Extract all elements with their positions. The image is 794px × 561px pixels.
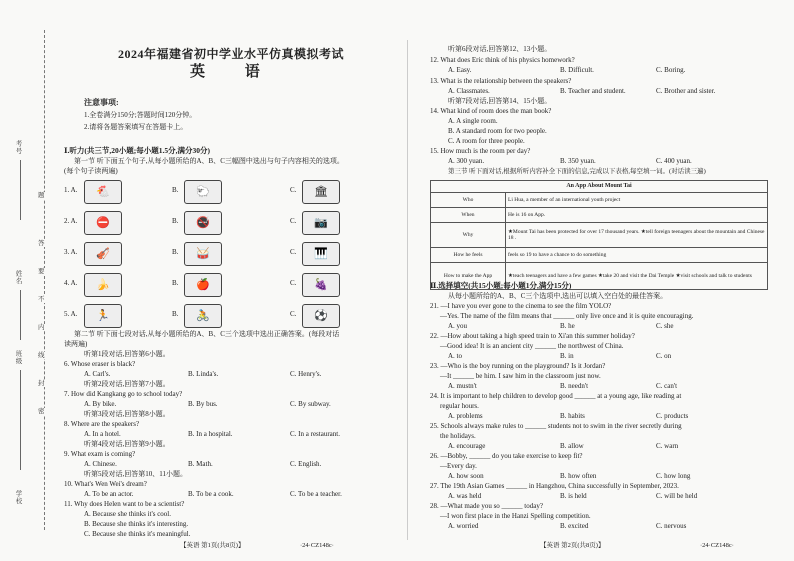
option[interactable]: C. warn xyxy=(656,442,679,450)
option[interactable]: B. Linda's. xyxy=(188,370,219,378)
question: 14. What kind of room does the man book? xyxy=(430,107,552,115)
part1-heading: Ⅰ.听力(共三节,20小题;每小题1.5分,满分30分) xyxy=(64,146,211,155)
listen-instruction: 听第3段对话,回答第8小题。 xyxy=(84,410,170,418)
question: regular hours. xyxy=(440,402,479,410)
option[interactable]: C. will be held xyxy=(656,492,698,500)
picture-option[interactable]: ⛔ xyxy=(84,211,122,235)
school-label: 学校 xyxy=(14,490,22,505)
picture-option-label: B. xyxy=(172,186,179,194)
info-table xyxy=(430,180,768,290)
class-line xyxy=(20,370,22,470)
page-divider xyxy=(407,40,408,540)
option[interactable]: C. how long xyxy=(656,472,691,480)
seal-char: 不 xyxy=(38,296,45,303)
question: —Good idea! It is an ancient city ______ the northwest of China. xyxy=(440,342,624,350)
picture-option-label: B. xyxy=(172,279,179,287)
picture-option-label: C. xyxy=(290,217,297,225)
notes-heading: 注意事项: xyxy=(84,98,119,107)
option[interactable]: C. 400 yuan. xyxy=(656,157,692,165)
picture-option[interactable]: 🐔 xyxy=(84,180,122,204)
table-value: Li Hua, a member of an international youth project xyxy=(506,192,768,207)
picture-option[interactable]: 🥁 xyxy=(184,242,222,266)
picture-option[interactable]: 🍌 xyxy=(84,273,122,297)
question: 9. What exam is coming? xyxy=(64,450,136,458)
part2-instruction: 从每小题所给的A、B、C三个选项中,选出可以填入空白处的最佳答案。 xyxy=(448,292,668,300)
picture-question-number: 5. A. xyxy=(64,310,78,318)
table-row xyxy=(431,192,768,207)
question: 24. It is important to help children to develop good ______ at a young age, like reading at xyxy=(430,392,682,400)
picture-question-number: 1. A. xyxy=(64,186,78,194)
picture-option[interactable]: 🐑 xyxy=(184,180,222,204)
table-value[interactable]: feels so 19 to have a chance to do something xyxy=(506,247,768,262)
seal-char: 封 xyxy=(38,380,45,387)
page-footer: 【英语 第1页(共8页)】 xyxy=(180,542,245,549)
question: 25. Schools always make rules to ______ students not to swim in the river secretly during xyxy=(430,422,682,430)
listen-instruction: 听第4段对话,回答第9小题。 xyxy=(84,440,170,448)
question: 27. The 19th Asian Games ______ in Hangzhou, China successfully in September, 2023. xyxy=(430,482,679,490)
picture-question-number: 3. A. xyxy=(64,248,78,256)
option[interactable]: A. In a hotel. xyxy=(84,430,121,438)
picture-option[interactable]: 🏃 xyxy=(84,304,122,328)
question: 11. Why does Helen want to be a scientist? xyxy=(64,500,185,508)
picture-option[interactable]: 🎹 xyxy=(302,242,340,266)
option[interactable]: B. is held xyxy=(560,492,587,500)
part1-sec1-sub: (每个句子读两遍) xyxy=(64,167,118,175)
option[interactable]: C. can't xyxy=(656,382,678,390)
page-code: ·24·CZ148c· xyxy=(700,542,734,549)
option[interactable]: B. Difficult. xyxy=(560,66,594,74)
option[interactable]: A. By bike. xyxy=(84,400,117,408)
picture-option[interactable]: 🚭 xyxy=(184,211,222,235)
listen-instruction: 听第2段对话,回答第7小题。 xyxy=(84,380,170,388)
seal-char: 内 xyxy=(38,324,45,331)
option[interactable]: B. he xyxy=(560,322,575,330)
table-row xyxy=(431,222,768,247)
picture-option[interactable]: 📷 xyxy=(302,211,340,235)
option[interactable]: B. Math. xyxy=(188,460,213,468)
table-title: An App About Mount Tai xyxy=(431,181,768,193)
table-key: Why xyxy=(431,222,506,247)
part1-sec1: 第一节 听下面五个句子,从每小题所给的A、B、C三幅图中选出与句子内容相关的选项。 xyxy=(74,157,344,165)
option[interactable]: A. you xyxy=(448,322,468,330)
picture-option-label: B. xyxy=(172,217,179,225)
option[interactable]: C. products xyxy=(656,412,689,420)
picture-option[interactable]: ⚽ xyxy=(302,304,340,328)
option[interactable]: C. To be a teacher. xyxy=(290,490,342,498)
question: —Every day. xyxy=(440,462,477,470)
option[interactable]: B. habits xyxy=(560,412,585,420)
exam-title: 2024年福建省初中学业水平仿真模拟考试 xyxy=(118,47,345,61)
option[interactable]: B. To be a cook. xyxy=(188,490,234,498)
option[interactable]: A. Classmates. xyxy=(448,87,490,95)
table-row xyxy=(431,247,768,262)
option[interactable]: B. In a hospital. xyxy=(188,430,233,438)
picture-option-label: B. xyxy=(172,248,179,256)
option[interactable]: A. how soon xyxy=(448,472,484,480)
picture-option[interactable]: 🍎 xyxy=(184,273,222,297)
option[interactable]: C. Henry's. xyxy=(290,370,322,378)
question: 8. Where are the speakers? xyxy=(64,420,140,428)
picture-option[interactable]: 🎻 xyxy=(84,242,122,266)
option[interactable]: B. in xyxy=(560,352,574,360)
option[interactable]: A. 300 yuan. xyxy=(448,157,485,165)
option[interactable]: C. Because she thinks it's meaningful. xyxy=(84,530,191,538)
part1-sec3: 第三节 听下面对话,根据所听内容补全下面的信息,完成以下表格,每空填一词。(对话读三遍) xyxy=(448,168,706,175)
table-key: Who xyxy=(431,192,506,207)
picture-option[interactable]: 🏛 xyxy=(302,180,340,204)
option[interactable]: C. Boring. xyxy=(656,66,686,74)
exam-no-label: 考号 xyxy=(14,140,22,155)
picture-option-label: B. xyxy=(172,310,179,318)
subject-title: 英 语 xyxy=(190,64,278,80)
option[interactable]: C. A room for three people. xyxy=(448,137,525,145)
option[interactable]: A. mustn't xyxy=(448,382,477,390)
question: 12. What does Eric think of his physics homework? xyxy=(430,56,575,64)
option[interactable]: A. Carl's. xyxy=(84,370,111,378)
listen-instruction: 听第7段对话,回答第14、15小题。 xyxy=(448,97,552,105)
notes-item: 2.请将各题答案填写在答题卡上。 xyxy=(84,123,188,131)
question: 26. —Bobby, ______ do you take exercise to keep fit? xyxy=(430,452,583,460)
option[interactable]: C. Brother and sister. xyxy=(656,87,716,95)
question: the holidays. xyxy=(440,432,476,440)
option[interactable]: B. excited xyxy=(560,522,589,530)
picture-option[interactable]: 🚴 xyxy=(184,304,222,328)
name-line xyxy=(20,290,22,340)
option[interactable]: B. Because she thinks it's interesting. xyxy=(84,520,189,528)
seal-line xyxy=(44,30,45,530)
seal-char: 题 xyxy=(38,192,45,199)
table-key: When xyxy=(431,207,506,222)
option[interactable]: C. By subway. xyxy=(290,400,331,408)
picture-option-label: C. xyxy=(290,248,297,256)
question: 15. How much is the room per day? xyxy=(430,147,531,155)
table-value[interactable]: ★Mount Tai has been protected for over 17 thousand years. ★tell foreign teenagers about the mountain and Chinese 18 . xyxy=(506,222,768,247)
option[interactable]: B. allow xyxy=(560,442,584,450)
option[interactable]: B. A standard room for two people. xyxy=(448,127,547,135)
question: 23. —Who is the boy running on the playground? Is it Jordan? xyxy=(430,362,606,370)
seal-char: 答 xyxy=(38,240,45,247)
option[interactable]: A. Easy. xyxy=(448,66,472,74)
picture-question-number: 2. A. xyxy=(64,217,78,225)
picture-option-label: C. xyxy=(290,279,297,287)
notes-item: 1.全卷满分150分;答题时间120分钟。 xyxy=(84,111,197,119)
option[interactable]: A. A single room. xyxy=(448,117,498,125)
option[interactable]: A. to xyxy=(448,352,462,360)
picture-option-label: C. xyxy=(290,310,297,318)
question: 21. —I have you ever gone to the cinema to see the film YOLO? xyxy=(430,302,612,310)
option[interactable]: C. English. xyxy=(290,460,322,468)
option[interactable]: B. Teacher and student. xyxy=(560,87,626,95)
option[interactable]: B. needn't xyxy=(560,382,589,390)
picture-option[interactable]: 🍇 xyxy=(302,273,340,297)
table-key: How to make the App xyxy=(431,262,506,289)
question: —I won first place in the Hanzi Spelling competition. xyxy=(440,512,591,520)
question: 13. What is the relationship between the speakers? xyxy=(430,77,572,85)
question: —It ______ be him. I saw him in the classroom just now. xyxy=(440,372,601,380)
name-label: 姓名 xyxy=(14,270,22,285)
option[interactable]: A. Because she thinks it's cool. xyxy=(84,510,171,518)
option[interactable]: C. nervous xyxy=(656,522,687,530)
option[interactable]: A. worried xyxy=(448,522,479,530)
page-code: ·24·CZ148c· xyxy=(300,542,334,549)
picture-question-number: 4. A. xyxy=(64,279,78,287)
question: 28. —What made you so ______ today? xyxy=(430,502,543,510)
option[interactable]: B. 350 yuan. xyxy=(560,157,596,165)
seal-char: 密 xyxy=(38,408,45,415)
question: 6. Whose eraser is black? xyxy=(64,360,136,368)
question: 7. How did Kangkang go to school today? xyxy=(64,390,183,398)
table-key: How he feels xyxy=(431,247,506,262)
listen-instruction: 听第1段对话,回答第6小题。 xyxy=(84,350,170,358)
exam-no-line xyxy=(20,160,22,220)
option[interactable]: A. To be an actor. xyxy=(84,490,134,498)
part1-sec2: 第二节 听下面七段对话,从每小题所给的A、B、C三个选项中选出正确答案。(每段对话 xyxy=(74,330,340,338)
part1-sec2b: 读两遍) xyxy=(64,340,88,348)
question: 10. What's Wen Wei's dream? xyxy=(64,480,147,488)
option[interactable]: A. encourage xyxy=(448,442,486,450)
option[interactable]: C. on xyxy=(656,352,672,360)
table-value[interactable]: ★teach teenagers and have a few games ★take 20 and visit the Dai Temple ★visit schools and talk to students xyxy=(506,262,768,289)
seal-char: 要 xyxy=(38,268,45,275)
part2-heading: Ⅱ.选择填空(共15小题;每小题1分,满分15分) xyxy=(430,281,572,290)
option[interactable]: A. Chinese. xyxy=(84,460,117,468)
option[interactable]: A. problems xyxy=(448,412,483,420)
question: 22. —How about taking a high speed train to Xi'an this summer holiday? xyxy=(430,332,635,340)
picture-option-label: C. xyxy=(290,186,297,194)
option[interactable]: B. how often xyxy=(560,472,597,480)
question: —Yes. The name of the film means that ______ only live once and it is quite encouraging. xyxy=(440,312,694,320)
option[interactable]: B. By bus. xyxy=(188,400,218,408)
listen-instruction: 听第6段对话,回答第12、13小题。 xyxy=(448,45,552,53)
option[interactable]: C. she xyxy=(656,322,674,330)
option[interactable]: C. In a restaurant. xyxy=(290,430,340,438)
option[interactable]: A. was held xyxy=(448,492,482,500)
class-label: 班级 xyxy=(14,350,22,365)
page-footer: 【英语 第2页(共8页)】 xyxy=(540,542,605,549)
table-value[interactable]: He is 16 on App. xyxy=(506,207,768,222)
table-row xyxy=(431,207,768,222)
listen-instruction: 听第5段对话,回答第10、11小题。 xyxy=(84,470,187,478)
seal-char: 线 xyxy=(38,352,45,359)
